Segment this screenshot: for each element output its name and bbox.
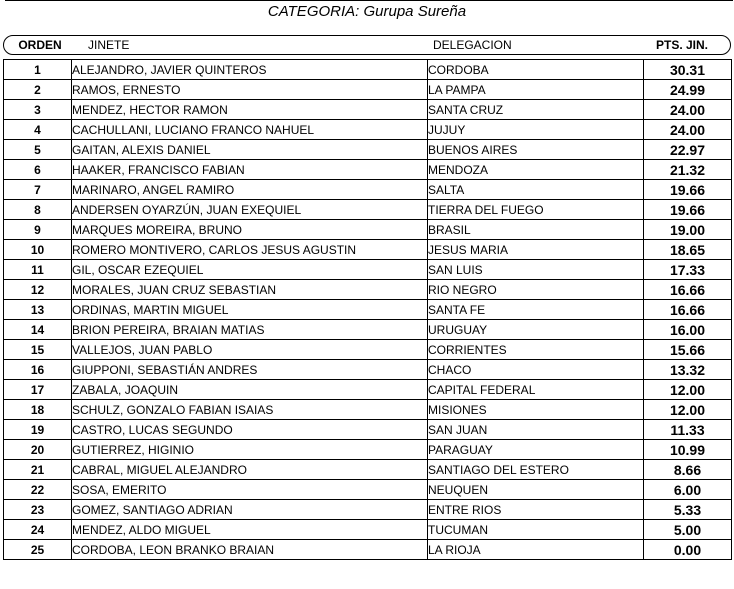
cell-orden: 13 bbox=[4, 300, 72, 320]
table-row bbox=[4, 500, 732, 520]
top-rule bbox=[5, 0, 733, 1]
table-row bbox=[4, 400, 732, 420]
cell-pts: 22.97 bbox=[644, 140, 732, 160]
cell-orden: 3 bbox=[4, 100, 72, 120]
table-row bbox=[4, 300, 732, 320]
header-delegacion: DELEGACION bbox=[433, 38, 512, 52]
category-title: CATEGORIA: Gurupa Sureña bbox=[267, 3, 467, 20]
table-row bbox=[4, 160, 732, 180]
table-row bbox=[4, 520, 732, 540]
cell-delegacion: SAN JUAN bbox=[428, 420, 644, 440]
cell-jinete: ORDINAS, MARTIN MIGUEL bbox=[72, 300, 428, 320]
cell-orden: 14 bbox=[4, 320, 72, 340]
cell-delegacion: ENTRE RIOS bbox=[428, 500, 644, 520]
table-row bbox=[4, 540, 732, 560]
table-row bbox=[4, 320, 732, 340]
cell-orden: 18 bbox=[4, 400, 72, 420]
cell-delegacion: MENDOZA bbox=[428, 160, 644, 180]
header-pts: PTS. JIN. bbox=[655, 38, 708, 52]
table-row bbox=[4, 280, 732, 300]
table-row bbox=[4, 140, 732, 160]
cell-pts: 12.00 bbox=[644, 380, 732, 400]
table-row bbox=[4, 440, 732, 460]
cell-pts: 15.66 bbox=[644, 340, 732, 360]
cell-delegacion: CORRIENTES bbox=[428, 340, 644, 360]
cell-delegacion: BRASIL bbox=[428, 220, 644, 240]
cell-jinete: CORDOBA, LEON BRANKO BRAIAN bbox=[72, 540, 428, 560]
cell-delegacion: TUCUMAN bbox=[428, 520, 644, 540]
cell-jinete: RAMOS, ERNESTO bbox=[72, 80, 428, 100]
table-row bbox=[4, 100, 732, 120]
cell-jinete: VALLEJOS, JUAN PABLO bbox=[72, 340, 428, 360]
cell-pts: 16.66 bbox=[644, 280, 732, 300]
cell-delegacion: CHACO bbox=[428, 360, 644, 380]
cell-delegacion: LA PAMPA bbox=[428, 80, 644, 100]
cell-jinete: SCHULZ, GONZALO FABIAN ISAIAS bbox=[72, 400, 428, 420]
cell-jinete: GIL, OSCAR EZEQUIEL bbox=[72, 260, 428, 280]
cell-orden: 1 bbox=[4, 60, 72, 80]
cell-jinete: ALEJANDRO, JAVIER QUINTEROS bbox=[72, 60, 428, 80]
cell-orden: 9 bbox=[4, 220, 72, 240]
cell-pts: 21.32 bbox=[644, 160, 732, 180]
table-row bbox=[4, 340, 732, 360]
cell-jinete: ANDERSEN OYARZÚN, JUAN EXEQUIEL bbox=[72, 200, 428, 220]
cell-jinete: MARINARO, ANGEL RAMIRO bbox=[72, 180, 428, 200]
cell-jinete: BRION PEREIRA, BRAIAN MATIAS bbox=[72, 320, 428, 340]
cell-pts: 30.31 bbox=[644, 60, 732, 80]
cell-orden: 17 bbox=[4, 380, 72, 400]
cell-jinete: GOMEZ, SANTIAGO ADRIAN bbox=[72, 500, 428, 520]
table-row bbox=[4, 80, 732, 100]
table-row bbox=[4, 360, 732, 380]
cell-pts: 8.66 bbox=[644, 460, 732, 480]
cell-orden: 12 bbox=[4, 280, 72, 300]
cell-orden: 10 bbox=[4, 240, 72, 260]
cell-pts: 13.32 bbox=[644, 360, 732, 380]
table-row bbox=[4, 180, 732, 200]
table-header bbox=[3, 35, 731, 55]
cell-pts: 10.99 bbox=[644, 440, 732, 460]
cell-delegacion: SALTA bbox=[428, 180, 644, 200]
cell-orden: 19 bbox=[4, 420, 72, 440]
cell-pts: 12.00 bbox=[644, 400, 732, 420]
cell-delegacion: NEUQUEN bbox=[428, 480, 644, 500]
cell-jinete: GUTIERREZ, HIGINIO bbox=[72, 440, 428, 460]
results-table bbox=[3, 59, 732, 560]
cell-jinete: GAITAN, ALEXIS DANIEL bbox=[72, 140, 428, 160]
cell-pts: 16.00 bbox=[644, 320, 732, 340]
cell-delegacion: SANTA CRUZ bbox=[428, 100, 644, 120]
table-row bbox=[4, 460, 732, 480]
cell-jinete: CABRAL, MIGUEL ALEJANDRO bbox=[72, 460, 428, 480]
table-row bbox=[4, 420, 732, 440]
table-row bbox=[4, 240, 732, 260]
cell-orden: 15 bbox=[4, 340, 72, 360]
cell-pts: 19.66 bbox=[644, 180, 732, 200]
cell-delegacion: CAPITAL FEDERAL bbox=[428, 380, 644, 400]
cell-jinete: HAAKER, FRANCISCO FABIAN bbox=[72, 160, 428, 180]
cell-jinete: CACHULLANI, LUCIANO FRANCO NAHUEL bbox=[72, 120, 428, 140]
table-row bbox=[4, 260, 732, 280]
table-row bbox=[4, 220, 732, 240]
cell-jinete: GIUPPONI, SEBASTIÁN ANDRES bbox=[72, 360, 428, 380]
cell-delegacion: SANTA FE bbox=[428, 300, 644, 320]
cell-delegacion: MISIONES bbox=[428, 400, 644, 420]
cell-jinete: MENDEZ, HECTOR RAMON bbox=[72, 100, 428, 120]
results-body bbox=[4, 60, 732, 560]
cell-pts: 24.00 bbox=[644, 100, 732, 120]
cell-pts: 24.00 bbox=[644, 120, 732, 140]
table-row bbox=[4, 480, 732, 500]
cell-orden: 4 bbox=[4, 120, 72, 140]
cell-jinete: MORALES, JUAN CRUZ SEBASTIAN bbox=[72, 280, 428, 300]
header-orden: ORDEN bbox=[18, 38, 62, 52]
cell-pts: 16.66 bbox=[644, 300, 732, 320]
cell-orden: 24 bbox=[4, 520, 72, 540]
table-row bbox=[4, 200, 732, 220]
table-row bbox=[4, 120, 732, 140]
table-row bbox=[4, 60, 732, 80]
cell-orden: 22 bbox=[4, 480, 72, 500]
header-jinete: JINETE bbox=[88, 38, 130, 52]
cell-pts: 6.00 bbox=[644, 480, 732, 500]
cell-pts: 19.66 bbox=[644, 200, 732, 220]
cell-pts: 5.33 bbox=[644, 500, 732, 520]
cell-pts: 24.99 bbox=[644, 80, 732, 100]
cell-jinete: ZABALA, JOAQUIN bbox=[72, 380, 428, 400]
cell-delegacion: RIO NEGRO bbox=[428, 280, 644, 300]
cell-orden: 2 bbox=[4, 80, 72, 100]
cell-jinete: MARQUES MOREIRA, BRUNO bbox=[72, 220, 428, 240]
cell-orden: 5 bbox=[4, 140, 72, 160]
cell-orden: 6 bbox=[4, 160, 72, 180]
cell-delegacion: SAN LUIS bbox=[428, 260, 644, 280]
cell-delegacion: URUGUAY bbox=[428, 320, 644, 340]
cell-orden: 11 bbox=[4, 260, 72, 280]
table-row bbox=[4, 380, 732, 400]
cell-pts: 18.65 bbox=[644, 240, 732, 260]
cell-delegacion: TIERRA DEL FUEGO bbox=[428, 200, 644, 220]
cell-pts: 5.00 bbox=[644, 520, 732, 540]
cell-jinete: CASTRO, LUCAS SEGUNDO bbox=[72, 420, 428, 440]
cell-pts: 17.33 bbox=[644, 260, 732, 280]
cell-delegacion: SANTIAGO DEL ESTERO bbox=[428, 460, 644, 480]
cell-orden: 21 bbox=[4, 460, 72, 480]
cell-pts: 19.00 bbox=[644, 220, 732, 240]
cell-delegacion: CORDOBA bbox=[428, 60, 644, 80]
cell-orden: 25 bbox=[4, 540, 72, 560]
cell-orden: 23 bbox=[4, 500, 72, 520]
cell-jinete: SOSA, EMERITO bbox=[72, 480, 428, 500]
cell-jinete: ROMERO MONTIVERO, CARLOS JESUS AGUSTIN bbox=[72, 240, 428, 260]
cell-orden: 7 bbox=[4, 180, 72, 200]
cell-jinete: MENDEZ, ALDO MIGUEL bbox=[72, 520, 428, 540]
cell-pts: 11.33 bbox=[644, 420, 732, 440]
cell-orden: 20 bbox=[4, 440, 72, 460]
cell-orden: 16 bbox=[4, 360, 72, 380]
cell-delegacion: JESUS MARIA bbox=[428, 240, 644, 260]
cell-delegacion: JUJUY bbox=[428, 120, 644, 140]
cell-pts: 0.00 bbox=[644, 540, 732, 560]
cell-delegacion: PARAGUAY bbox=[428, 440, 644, 460]
cell-delegacion: LA RIOJA bbox=[428, 540, 644, 560]
cell-delegacion: BUENOS AIRES bbox=[428, 140, 644, 160]
cell-orden: 8 bbox=[4, 200, 72, 220]
